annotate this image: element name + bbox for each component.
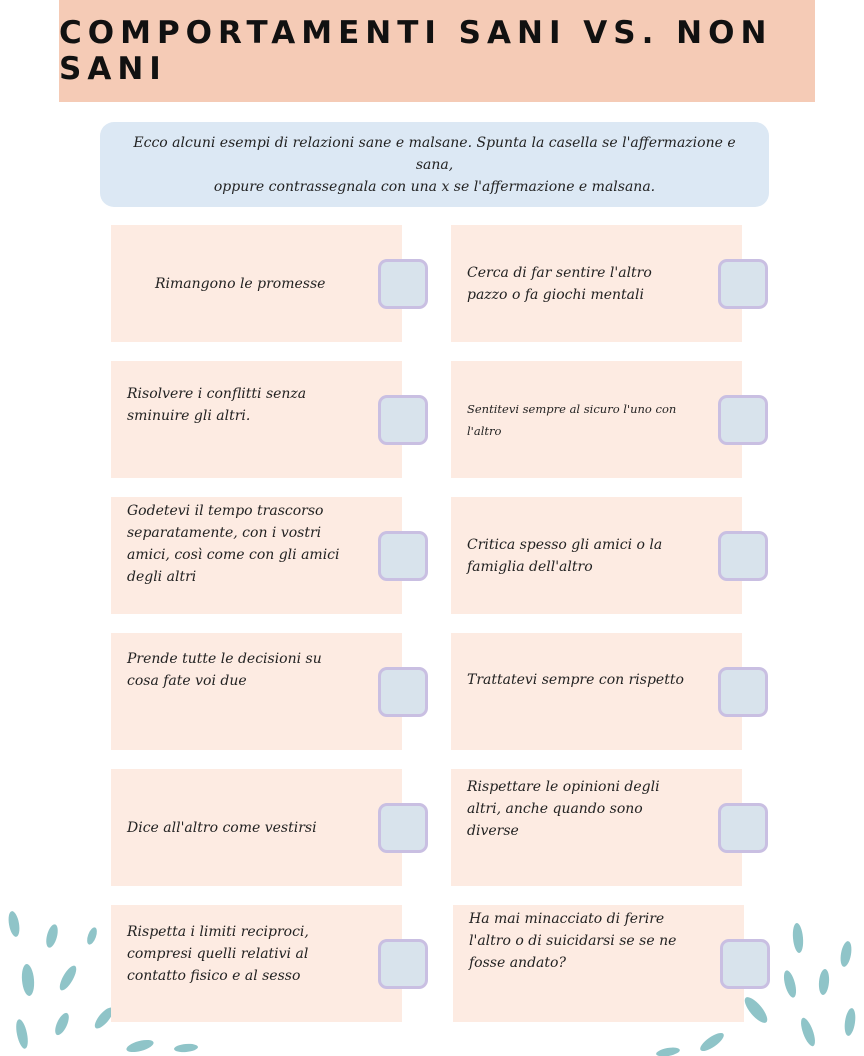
statement-card <box>111 497 402 614</box>
statement-card <box>111 361 402 478</box>
statement-checkbox[interactable] <box>718 531 768 581</box>
statement-checkbox[interactable] <box>378 803 428 853</box>
statement-text: Cerca di far sentire l'altro pazzo o fa giochi mentali <box>467 264 652 303</box>
statement-text: Rimangono le promesse <box>155 275 326 292</box>
statement-text: Rispetta i limiti reciproci, compresi quelli relativi al contatto fisico e al sesso <box>127 924 309 985</box>
statement-text: Critica spesso gli amici o la famiglia dell'altro <box>467 536 663 575</box>
statement-checkbox[interactable] <box>720 939 770 989</box>
statement-text: Sentitevi sempre al sicuro l'uno con l'altro <box>467 401 677 438</box>
instructions-line-1: Ecco alcuni esempi di relazioni sane e malsane. Spunta la casella se l'affermazione e sana, <box>133 135 736 173</box>
statement-card <box>451 225 742 342</box>
page-title: COMPORTAMENTI SANI VS. NON SANI <box>59 15 773 87</box>
statement-card <box>111 769 402 886</box>
statement-card <box>453 905 744 1022</box>
statement-text: Rispettare le opinioni degli altri, anche quando sono diverse <box>467 778 660 839</box>
statement-checkbox[interactable] <box>378 395 428 445</box>
instructions-box <box>100 122 769 207</box>
statement-checkbox[interactable] <box>378 259 428 309</box>
statement-card <box>111 633 402 750</box>
statement-text: Risolvere i conflitti senza sminuire gli altri. <box>127 386 307 425</box>
title-banner <box>59 0 815 102</box>
statement-text: Dice all'altro come vestirsi <box>127 819 317 836</box>
statement-card <box>451 769 742 886</box>
statement-text: Trattatevi sempre con rispetto <box>467 671 684 688</box>
statement-card <box>111 225 402 342</box>
statement-text: Prende tutte le decisioni su cosa fate voi due <box>127 651 322 690</box>
statement-checkbox[interactable] <box>718 395 768 445</box>
statement-checkbox[interactable] <box>378 667 428 717</box>
statement-text: Ha mai minacciato di ferire l'altro o di suicidarsi se se ne fosse andato? <box>469 911 677 972</box>
statement-card <box>111 905 402 1022</box>
statement-card <box>451 361 742 478</box>
statement-checkbox[interactable] <box>718 667 768 717</box>
statement-text: Godetevi il tempo trascorso separatamente, con i vostri amici, così come con gli amici degli altri <box>127 502 340 585</box>
statement-checkbox[interactable] <box>378 939 428 989</box>
statement-checkbox[interactable] <box>378 531 428 581</box>
statement-checkbox[interactable] <box>718 803 768 853</box>
statement-card <box>451 633 742 750</box>
statement-checkbox[interactable] <box>718 259 768 309</box>
instructions-line-2: oppure contrassegnala con una x se l'affermazione e malsana. <box>213 179 656 195</box>
statement-card <box>451 497 742 614</box>
